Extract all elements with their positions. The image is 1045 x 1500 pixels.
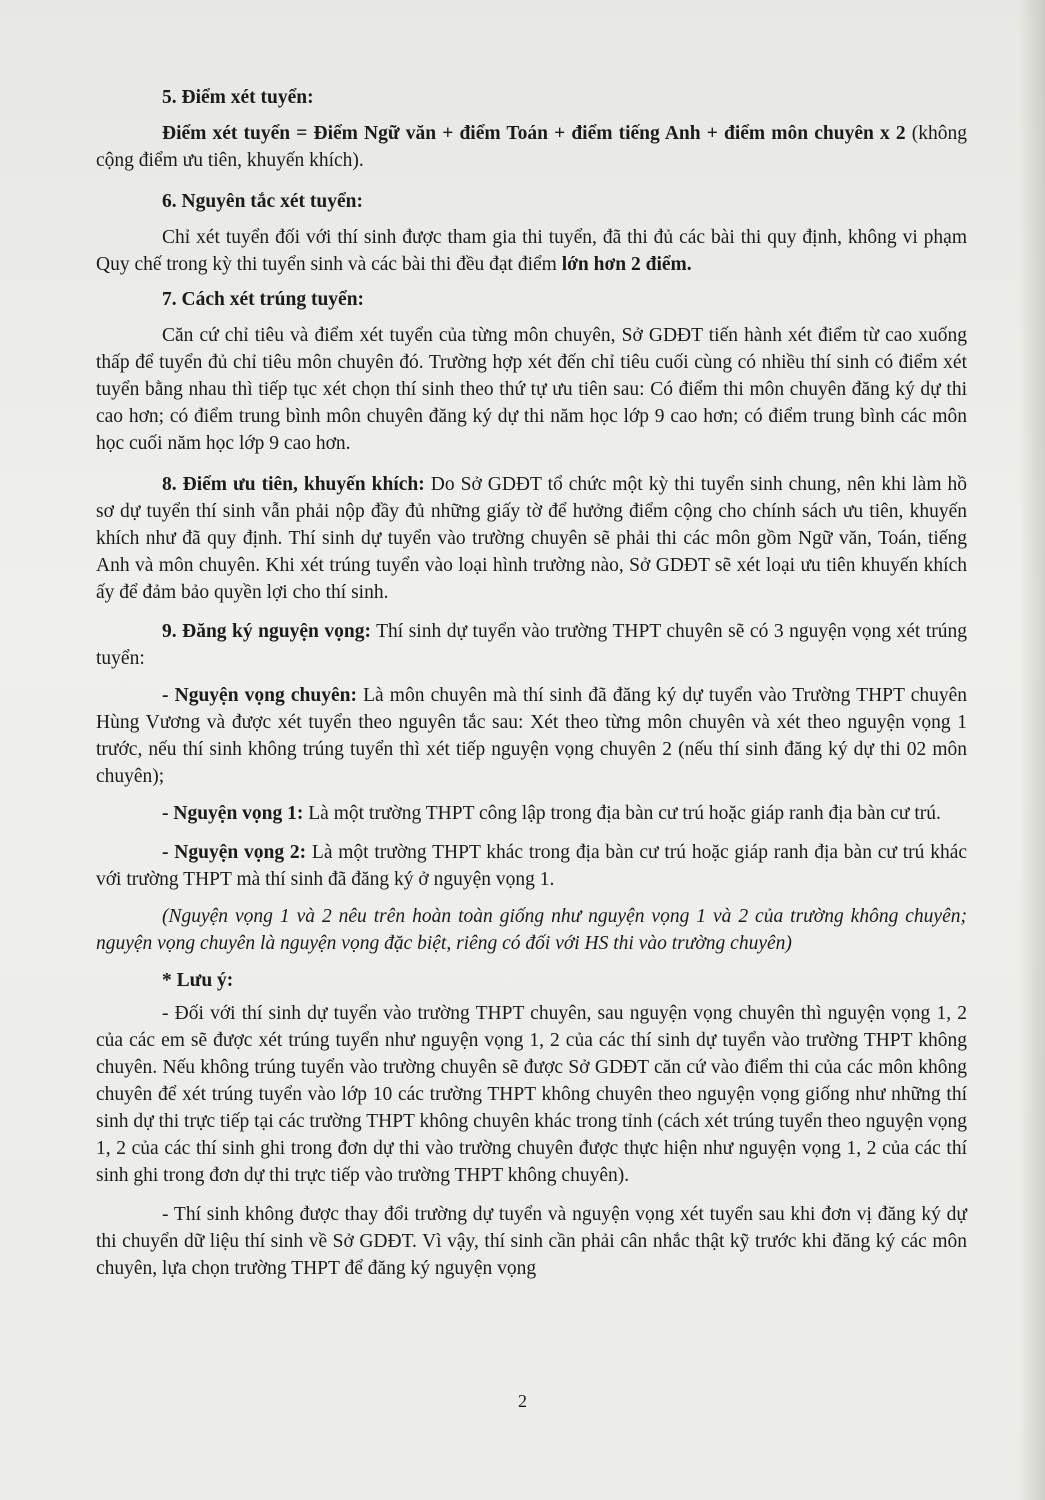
- nv-chuyen-label: - Nguyện vọng chuyên:: [162, 685, 357, 706]
- nv-note: (Nguyện vọng 1 và 2 nêu trên hoàn toàn giống như nguyện vọng 1 và 2 của trường không chuyên; nguyện vọng chuyên là nguyện vọng đặc biệt, riêng có đối với HS thi vào trường chuyên): [96, 906, 967, 954]
- formula-bold: Điểm xét tuyển = Điểm Ngữ văn + điểm Toán + điểm tiếng Anh + điểm môn chuyên x 2: [162, 123, 906, 144]
- section-7-heading: 7. Cách xét trúng tuyển:: [162, 289, 365, 310]
- luu-y-heading: * Lưu ý:: [162, 970, 234, 991]
- formula-note: (không cộng điểm ưu tiên, khuyến khích).: [96, 123, 967, 171]
- section-8-heading: 8. Điểm ưu tiên, khuyến khích:: [162, 474, 425, 495]
- nv2-label: - Nguyện vọng 2:: [162, 842, 307, 863]
- page-edge-shadow: [1019, 0, 1045, 1500]
- section-9-paragraph: [96, 618, 967, 672]
- section-7-text: Căn cứ chỉ tiêu và điểm xét tuyển của từng môn chuyên, Sở GDĐT tiến hành xét điểm từ cao xuống thấp để tuyển đủ chỉ tiêu môn chuyên đó. Trường hợp xét đến chỉ tiêu cuối cùng có nhiều thí sinh có điểm xét tuyển bằng nhau thì tiếp tục xét chọn thí sinh theo thứ tự ưu tiên sau: Có điểm thi môn chuyên đăng ký dự thi cao hơn; có điểm trung bình môn chuyên đăng ký dự thi năm học lớp 9 cao hơn; có điểm trung bình các môn học cuối năm học lớp 9 cao hơn.: [96, 325, 967, 454]
- section-9-text: Thí sinh dự tuyển vào trường THPT chuyên sẽ có 3 nguyện vọng xét trúng tuyển:: [96, 621, 967, 669]
- section-9-heading: 9. Đăng ký nguyện vọng:: [162, 621, 371, 642]
- nv-chuyen-text: Là môn chuyên mà thí sinh đã đăng ký dự tuyển vào Trường THPT chuyên Hùng Vương và được xét tuyển theo nguyên tắc sau: Xét theo từng môn chuyên và xét theo nguyện vọng 1 trước, nếu thí sinh không trúng tuyển thì xét tiếp nguyện vọng chuyên 2 (nếu thí sinh đăng ký dự thi 02 môn chuyên);: [96, 685, 968, 787]
- section-5-heading: 5. Điểm xét tuyển:: [162, 87, 314, 108]
- section-6-bold: lớn hơn 2 điểm.: [561, 254, 692, 275]
- section-8-text: Do Sở GDĐT tổ chức một kỳ thi tuyển sinh chung, nên khi làm hồ sơ dự tuyển thí sinh vẫn phải nộp đầy đủ những giấy tờ để hưởng điểm cộng cho chính sách ưu tiên, khuyến khích như đã quy định. Thí sinh dự tuyển vào trường chuyên sẽ phải thi các môn gồm Ngữ văn, Toán, tiếng Anh và môn chuyên. Khi xét trúng tuyển vào loại hình trường nào, Sở GDĐT sẽ xét loại ưu tiên khuyến khích ấy để đảm bảo quyền lợi cho thí sinh.: [96, 474, 967, 603]
- nv1-paragraph: [96, 800, 967, 827]
- section-5-formula: [96, 120, 967, 174]
- luu-y-paragraph-2: - Thí sinh không được thay đổi trường dự tuyển và nguyện vọng xét tuyển sau khi đơn vị đăng ký dự thi chuyển dữ liệu thí sinh về Sở GDĐT. Vì vậy, thí sinh cần phải cân nhắc thật kỹ trước khi đăng ký các môn chuyên, lựa chọn trường THPT để đăng ký nguyện vọng: [96, 1204, 967, 1279]
- nv1-text: Là một trường THPT công lập trong địa bàn cư trú hoặc giáp ranh địa bàn cư trú.: [303, 803, 941, 824]
- section-6-heading: 6. Nguyên tắc xét tuyển:: [162, 191, 363, 212]
- nv-chuyen-paragraph: [96, 682, 967, 790]
- luu-y-paragraph-1: - Đối với thí sinh dự tuyển vào trường THPT chuyên, sau nguyện vọng chuyên thì nguyện vọng 1, 2 của các em sẽ được xét trúng tuyển như nguyện vọng 1, 2 của các thí sinh dự tuyển vào trường THPT không chuyên. Nếu không trúng tuyển vào trường chuyên sẽ được Sở GDĐT căn cứ vào điểm thi của các môn không chuyên để xét trúng tuyển vào lớp 10 các trường THPT không chuyên theo nguyện vọng giống như những thí sinh dự thi trực tiếp tại các trường THPT không chuyên khác trong tỉnh (cách xét trúng tuyển theo nguyện vọng 1, 2 của các thí sinh ghi trong đơn dự thi vào trường chuyên được thực hiện như nguyện vọng 1, 2 của các thí sinh ghi trong đơn dự thi trực tiếp vào trường THPT không chuyên).: [96, 1003, 967, 1186]
- section-6-body: Chỉ xét tuyển đối với thí sinh được tham gia thi tuyển, đã thi đủ các bài thi quy định, không vi phạm Quy chế trong kỳ thi tuyển sinh và các bài thi đều đạt điểm: [96, 227, 967, 275]
- nv1-label: - Nguyện vọng 1:: [162, 803, 304, 824]
- section-8-paragraph: [96, 471, 967, 606]
- nv2-text: Là một trường THPT khác trong địa bàn cư trú hoặc giáp ranh địa bàn cư trú khác với trường THPT mà thí sinh đã đăng ký ở nguyện vọng 1.: [96, 842, 968, 890]
- section-6-text: [96, 224, 967, 278]
- nv2-paragraph: [96, 839, 967, 893]
- page-number: 2: [518, 1391, 527, 1411]
